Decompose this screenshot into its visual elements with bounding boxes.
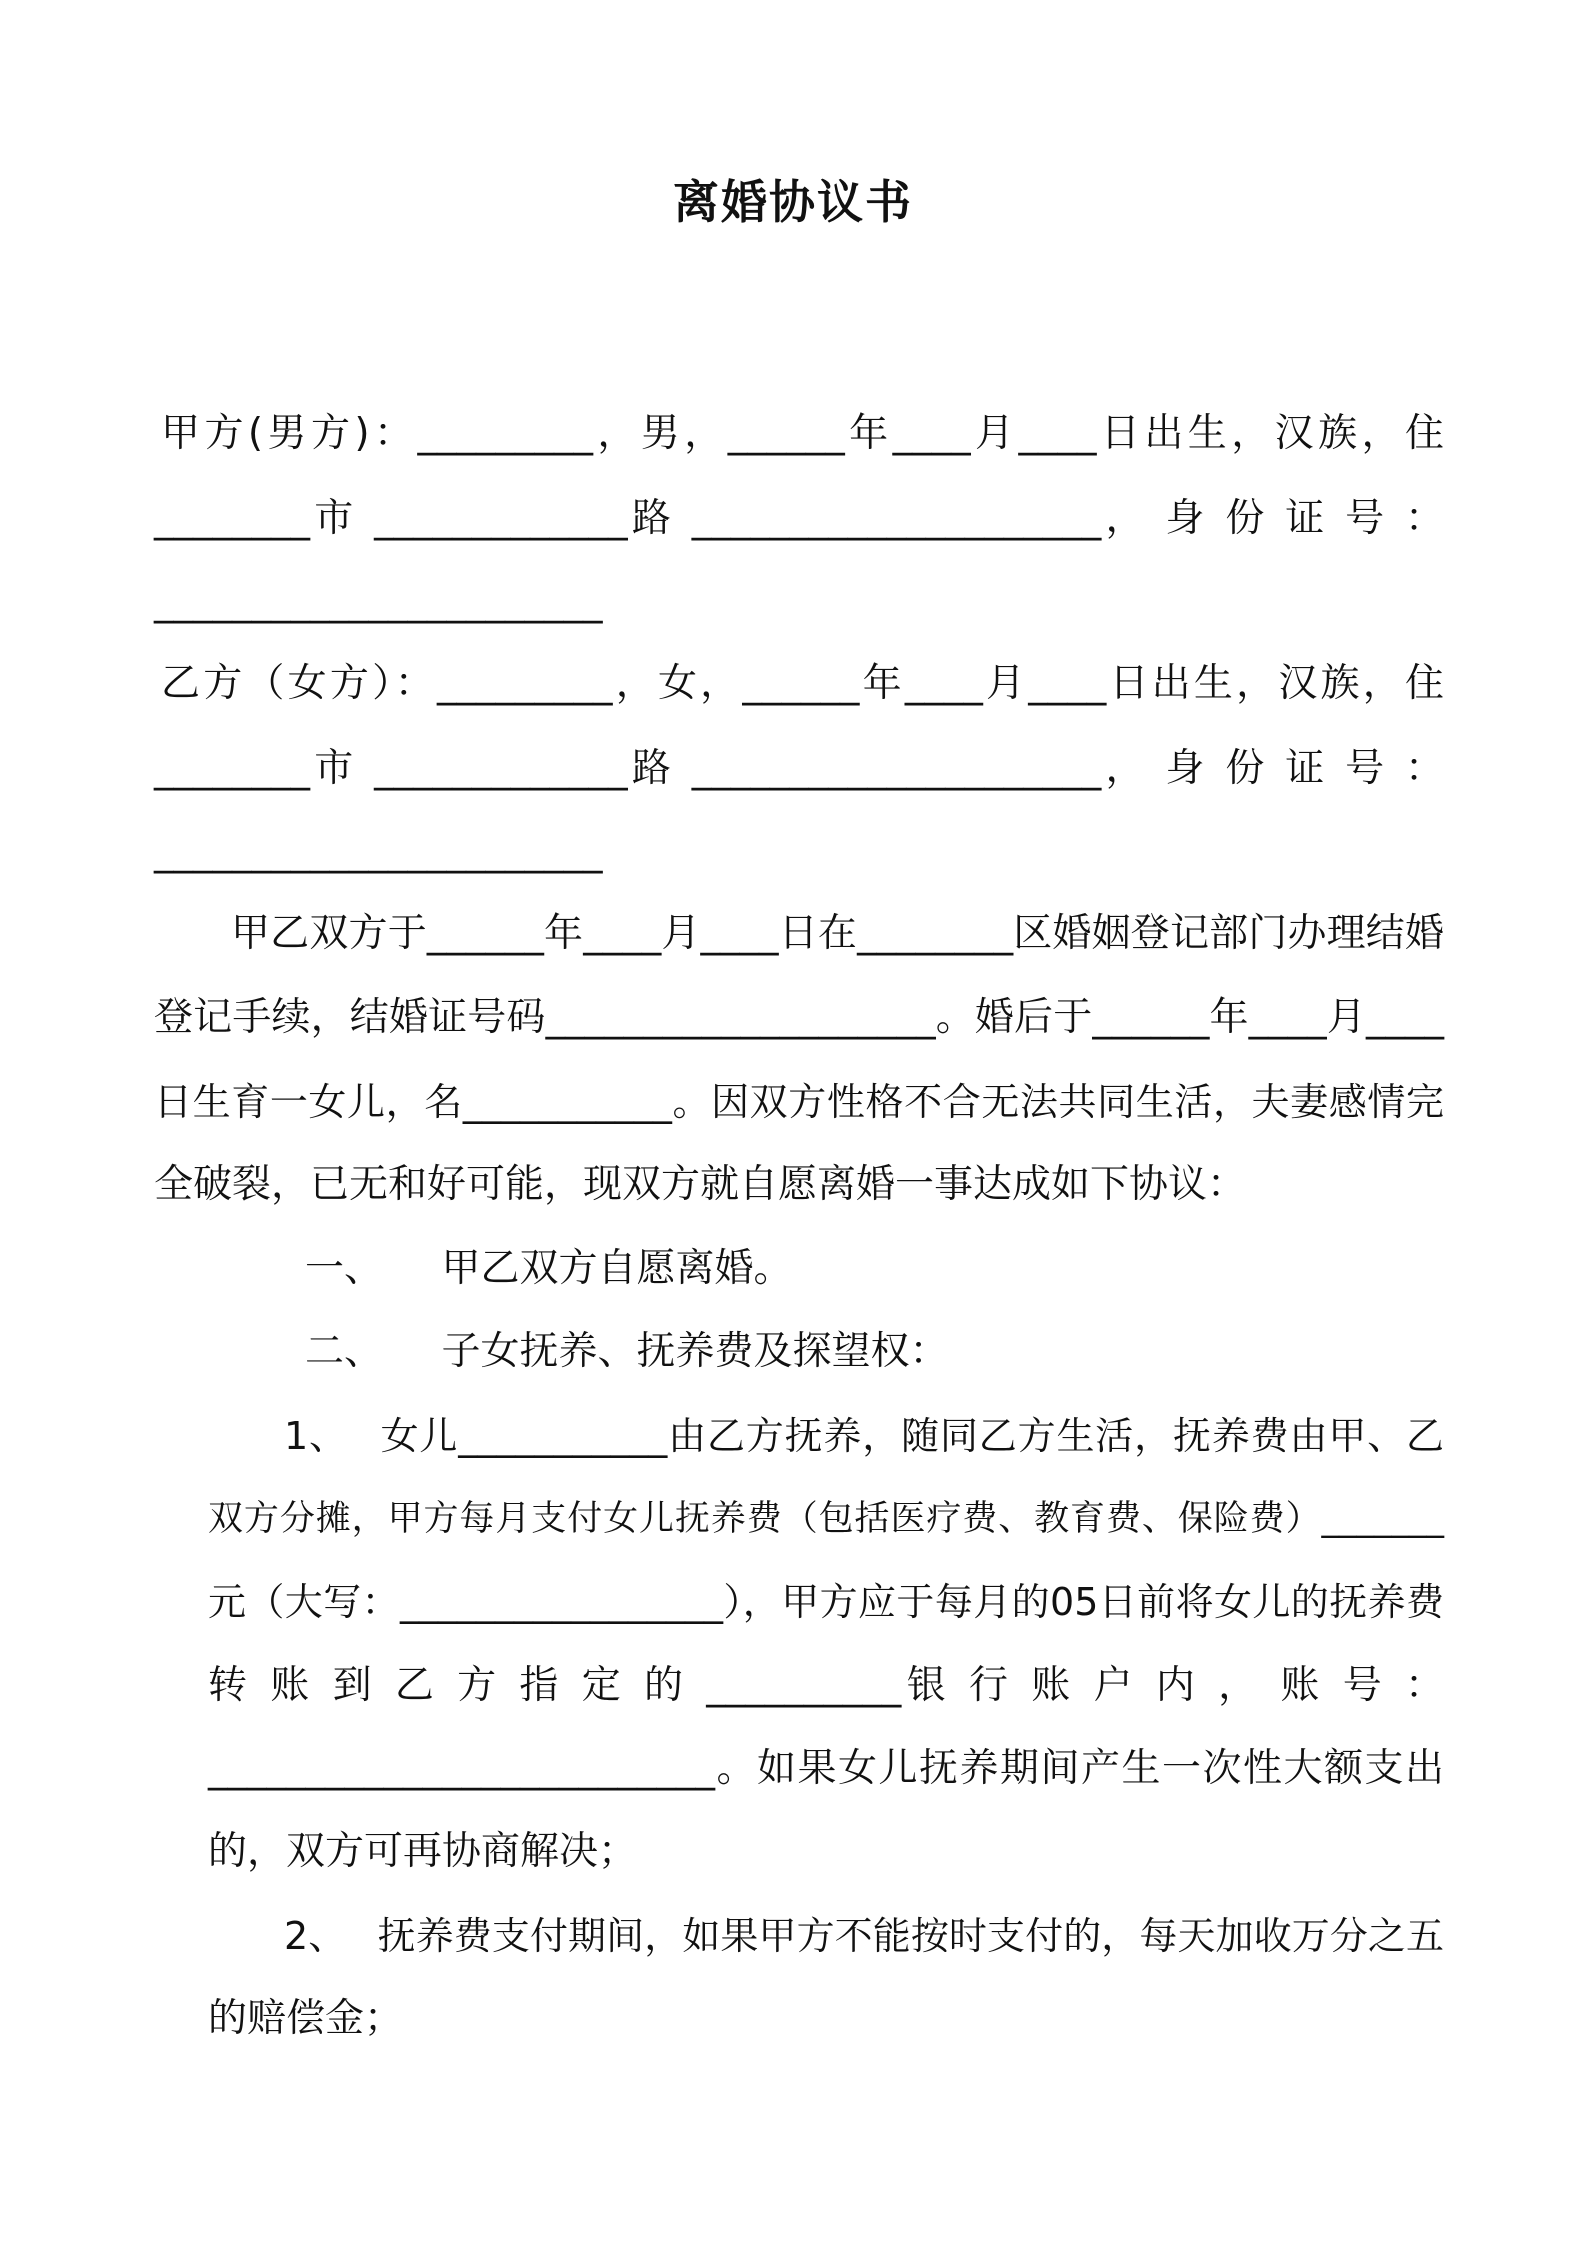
sub-clause-1-line-2: 双方分摊，甲方每月支付女儿抚养费（包括医疗费、教育费、保险费）_______ xyxy=(208,1499,1444,1539)
party-b-line-1: 乙方（女方）：_________，女，______年____月____日出生，汉族，住 xyxy=(161,661,1444,706)
sub-clause-1-line-4: 转 账 到 乙 方 指 定 的 __________银 行 账 户 内 ， 账 号 ： xyxy=(208,1663,1444,1708)
sub-clause-1-line-6: 的，双方可再协商解决； xyxy=(208,1829,638,1874)
clause-one: 一、 甲乙双方自愿离婚。 xyxy=(305,1246,793,1291)
marriage-paragraph-line-4: 全破裂，已无和好可能，现双方就自愿离婚一事达成如下协议： xyxy=(154,1162,1247,1207)
sub-clause-1-line-1: 1、 女儿___________由乙方抚养，随同乙方生活，抚养费由甲、乙 xyxy=(284,1414,1444,1458)
document-title: 离婚协议书 xyxy=(673,175,913,229)
sub-clause-2-line-2: 的赔偿金； xyxy=(208,1996,404,2041)
party-b-line-2: ________市 _____________路 _____________________， 身 份 证 号 ： xyxy=(154,746,1444,791)
marriage-paragraph-line-3: 日生育一女儿，名___________。因双方性格不合无法共同生活，夫妻感情完 xyxy=(154,1080,1444,1124)
sub-clause-1-line-3: 元（大写：_________________），甲方应于每月的05日前将女儿的抚养费 xyxy=(208,1580,1444,1624)
sub-clause-2-line-1: 2、 抚养费支付期间，如果甲方不能按时支付的，每天加收万分之五 xyxy=(284,1914,1444,1958)
party-b-id-line: _______________________ xyxy=(154,829,603,874)
party-a-line-1: 甲方(男方)：_________，男，______年____月____日出生，汉族，住 xyxy=(161,411,1444,456)
marriage-paragraph-line-1: 甲乙双方于______年____月____日在________区婚姻登记部门办理结婚 xyxy=(231,911,1444,956)
party-a-id-line: _______________________ xyxy=(154,579,603,624)
clause-two: 二、 子女抚养、抚养费及探望权： xyxy=(305,1329,949,1374)
marriage-paragraph-line-2: 登记手续，结婚证号码____________________。婚后于______年____月____ xyxy=(154,995,1444,1040)
sub-clause-1-line-5: __________________________。如果女儿抚养期间产生一次性大额支出 xyxy=(208,1746,1444,1791)
party-a-line-2: ________市 _____________路 _____________________， 身 份 证 号 ： xyxy=(154,496,1444,541)
